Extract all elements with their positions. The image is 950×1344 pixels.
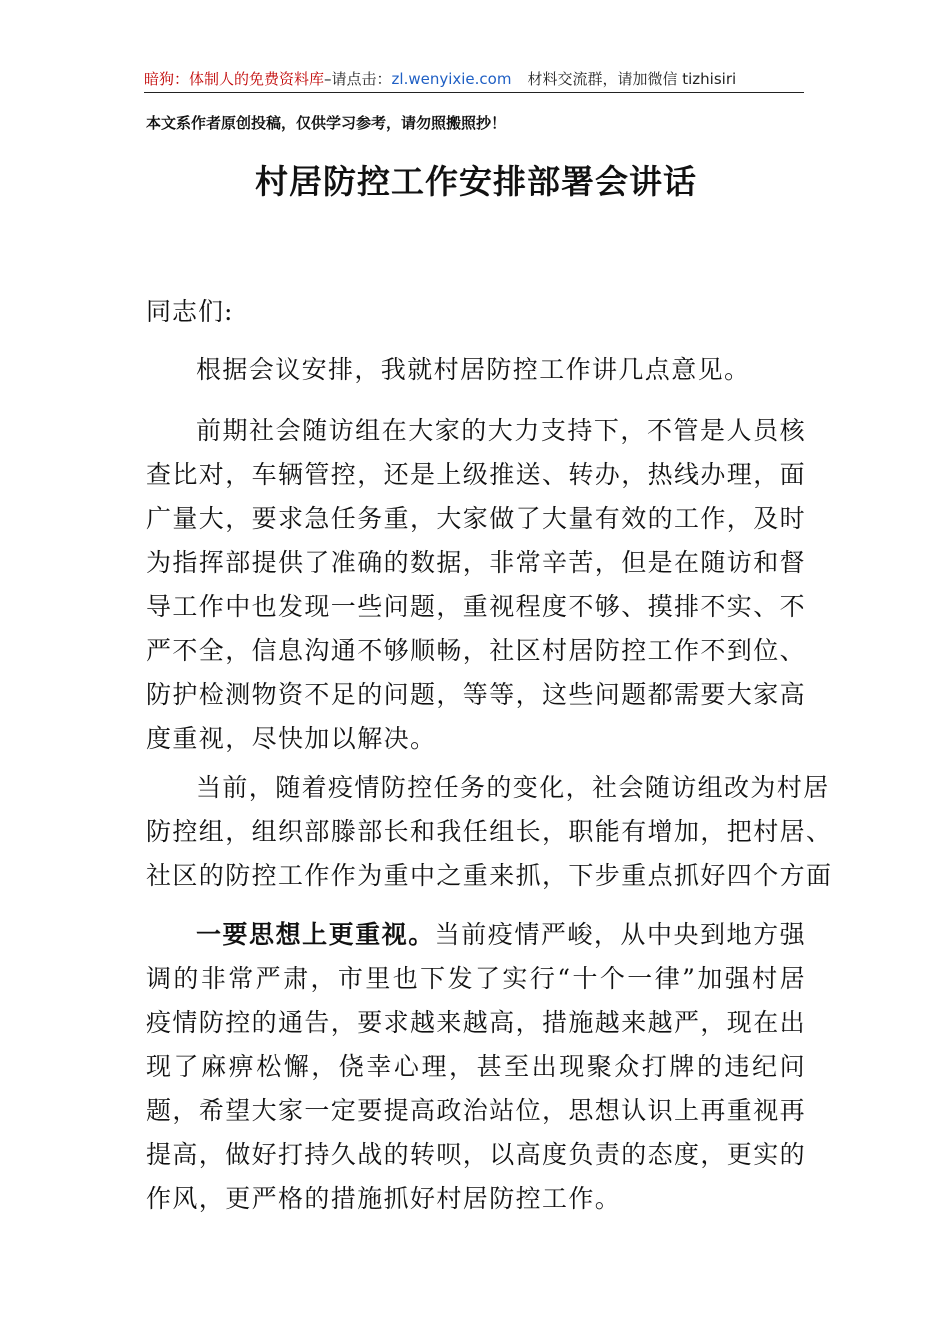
- wechat-note: 材料交流群，请加微信 tizhisiri: [527, 70, 737, 88]
- paragraph-intro: 根据会议安排，我就村居防控工作讲几点意见。: [196, 355, 751, 384]
- page-header: [144, 66, 804, 93]
- salutation: 同志们:: [146, 297, 234, 326]
- paragraph-point-one: [146, 913, 806, 1221]
- point-one-heading: 一要思想上更重视。: [196, 920, 435, 949]
- click-prompt: –请点击：: [324, 70, 392, 88]
- paragraph-current: [146, 766, 833, 898]
- copyright-notice: 本文系作者原创投稿，仅供学习参考，请勿照搬照抄！: [146, 114, 507, 132]
- point-one-body: 当前疫情严峻，从中央到地方强调的非常严肃，市里也下发了实行“十个一律”加强村居疫情防控的通告，要求越来越高，措施越来越严，现在出现了麻痹松懈，侥幸心理，甚至出现聚众打牌的违纪问题，希望大家一定要提高政治站位，思想认识上再重视再提高，做好打持久战的转呗，以高度负责的态度，更实的作风，更严格的措施抓好村居防控工作。: [146, 920, 807, 1213]
- paragraph-current-line: 防控组，组织部滕部长和我任组长，职能有增加，把村居、: [146, 817, 833, 846]
- paragraph-review: 前期社会随访组在大家的大力支持下，不管是人员核查比对，车辆管控，还是上级推送、转办，热线办理，面广量大，要求急任务重，大家做了大量有效的工作，及时为指挥部提供了准确的数据，非常辛苦，但是在随访和督导工作中也发现一些问题，重视程度不够、摸排不实、不严不全，信息沟通不够顺畅，社区村居防控工作不到位、防护检测物资不足的问题，等等，这些问题都需要大家高度重视，尽快加以解决。: [146, 416, 807, 753]
- site-link[interactable]: zl.wenyixie.com: [391, 70, 512, 88]
- paragraph-current-line: 社区的防控工作作为重中之重来抓，下步重点抓好四个方面: [146, 861, 833, 890]
- paragraph-current-line: 当前，随着疫情防控任务的变化，社会随访组改为村居: [196, 773, 830, 802]
- brand-text: 暗狗：体制人的免费资料库: [144, 70, 325, 88]
- document-title: 村居防控工作安排部署会讲话: [255, 162, 697, 201]
